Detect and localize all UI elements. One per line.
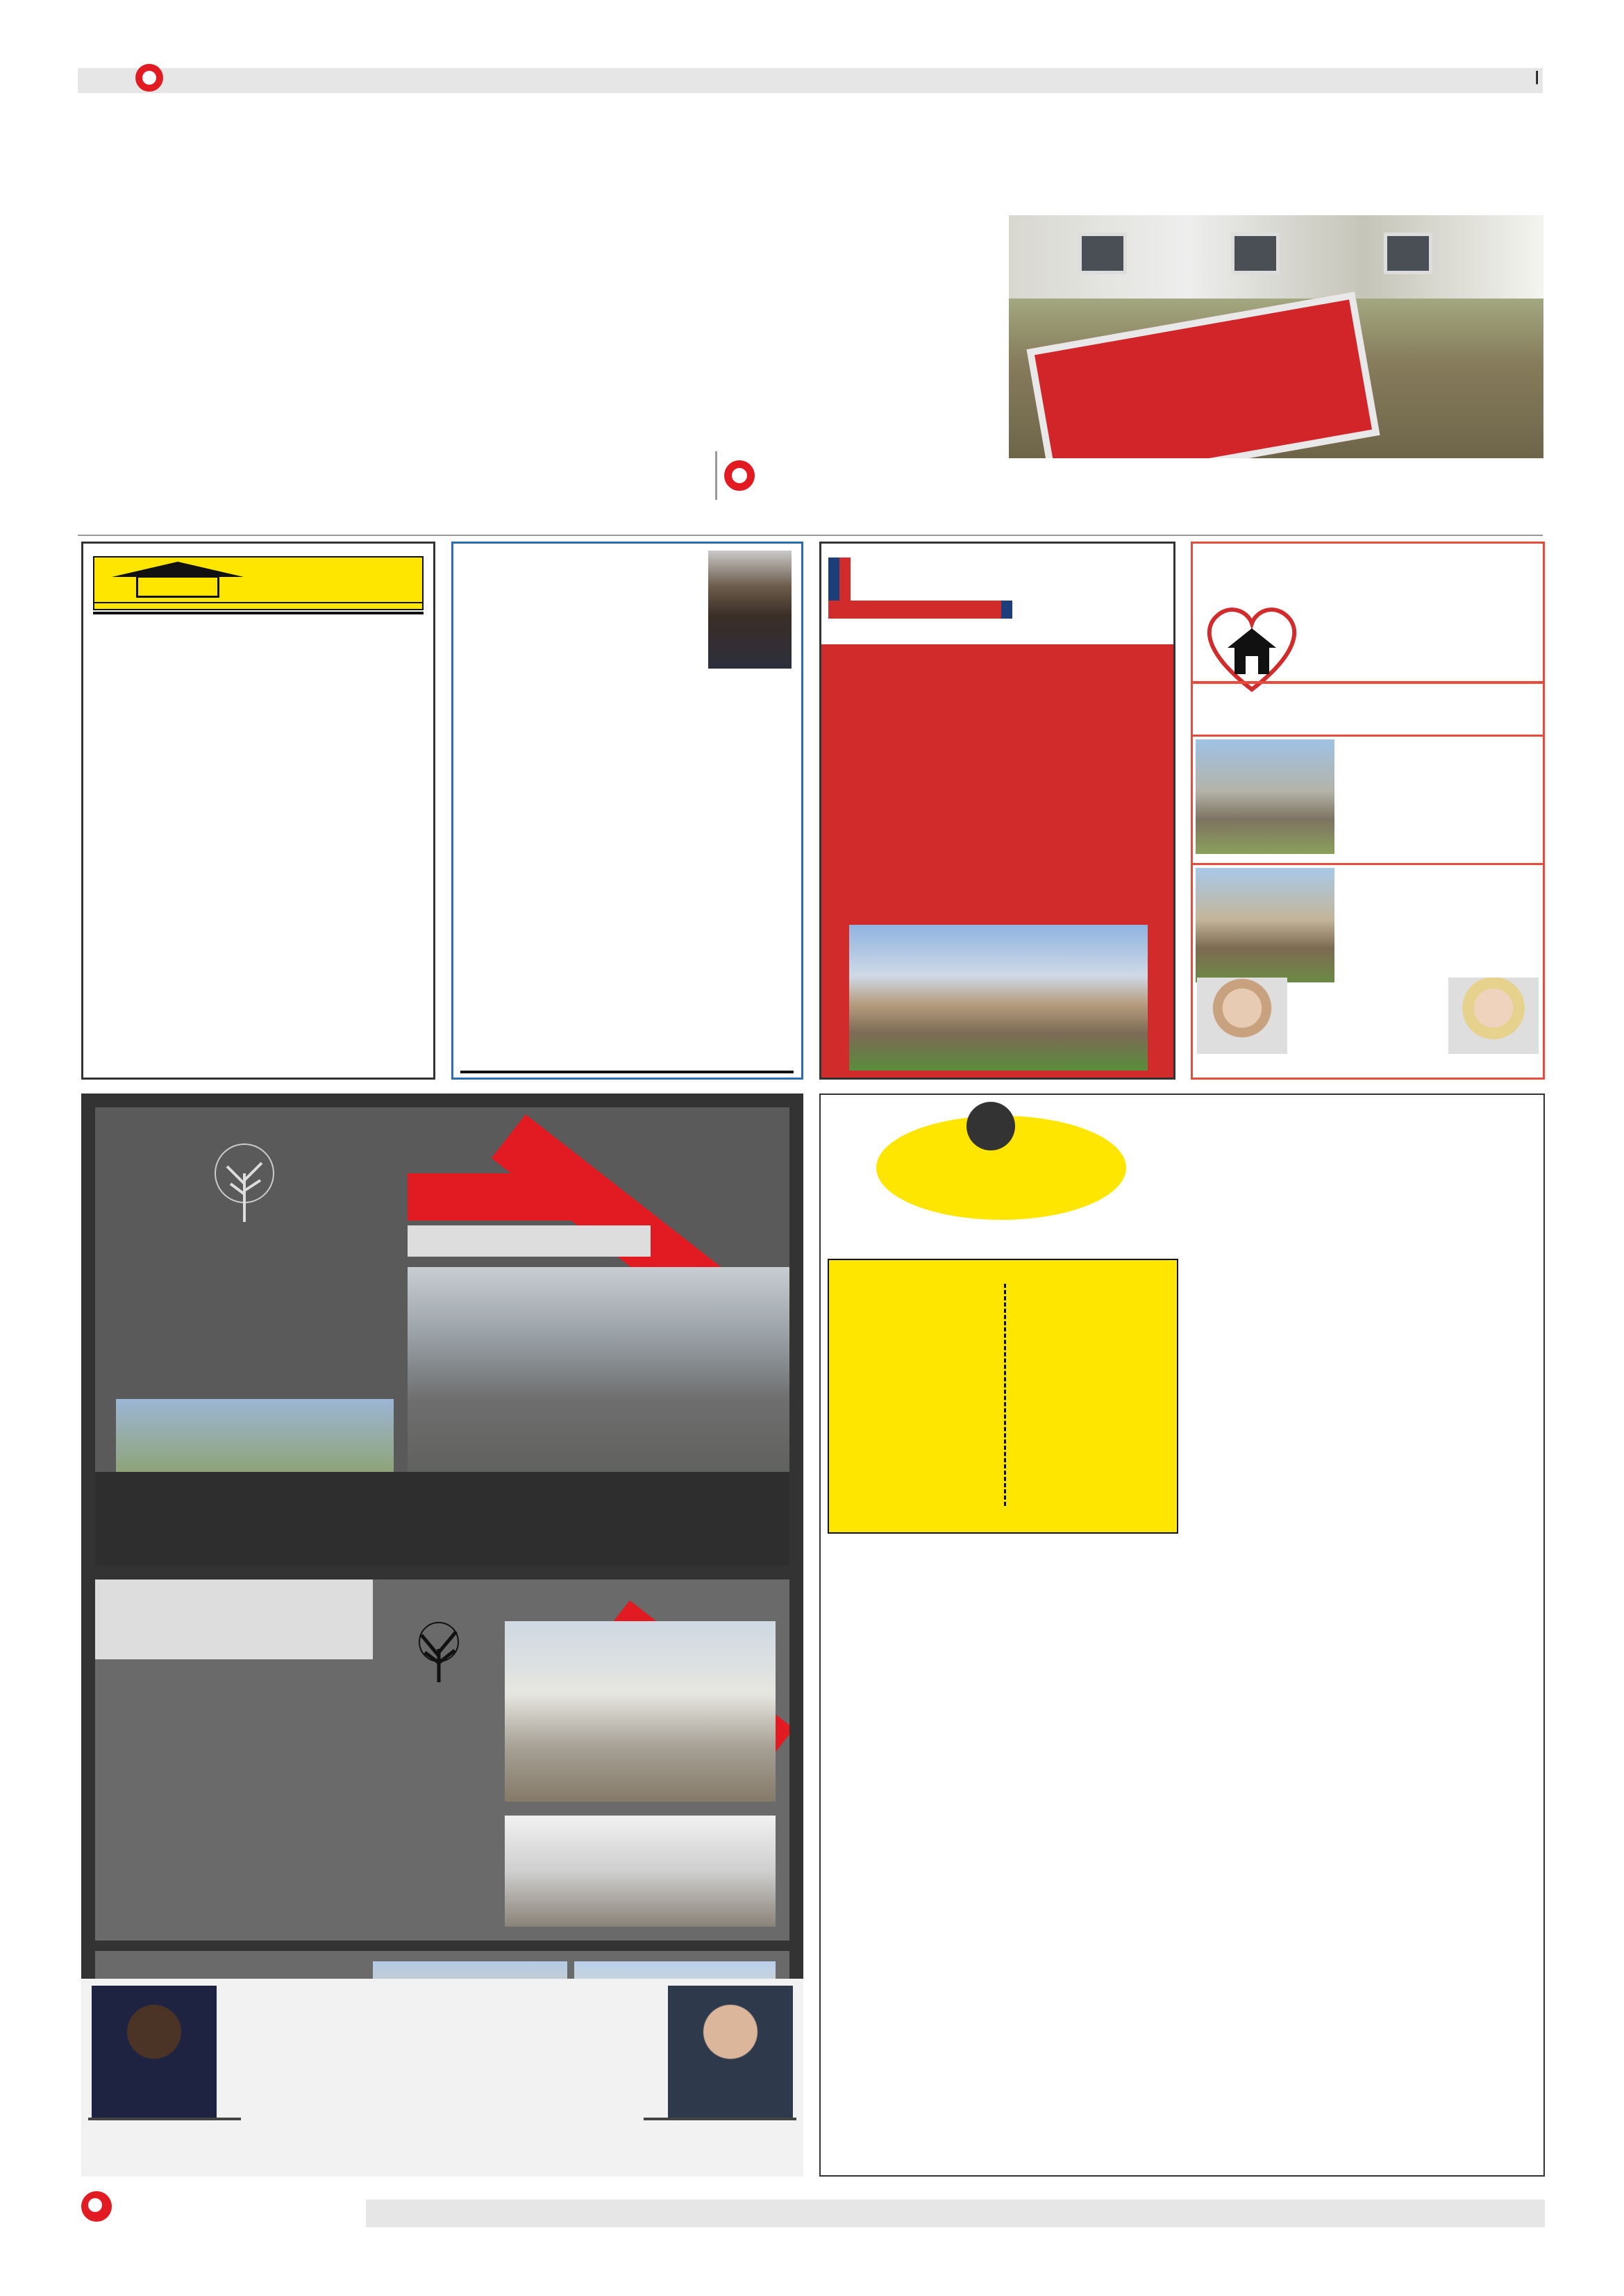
goeast-ad xyxy=(819,1093,1545,2177)
rentals-panel xyxy=(828,1259,1178,1534)
footer-brand-logo xyxy=(81,2191,117,2222)
brand-logo xyxy=(135,64,169,92)
yrent-ad xyxy=(451,542,803,1080)
selection-park-photo xyxy=(1196,739,1334,854)
footer-bar xyxy=(366,2199,1545,2227)
jbp-ad xyxy=(81,542,435,1080)
location-pin-icon xyxy=(724,460,755,491)
yrent-slogan xyxy=(460,1071,794,1073)
house-photo xyxy=(849,925,1148,1071)
location-pin-icon xyxy=(81,2191,112,2222)
parkview-photo xyxy=(116,1399,394,1482)
agent-john-photo xyxy=(92,1986,217,2118)
maple-interior-photo xyxy=(505,1816,776,1927)
p4a-ad xyxy=(1191,542,1545,1080)
agent-gerrie-photo xyxy=(668,1986,793,2118)
goeast-logo xyxy=(876,1102,1154,1248)
divider xyxy=(78,535,1543,536)
agent-photo xyxy=(708,551,792,669)
jbp-logo xyxy=(94,559,247,601)
realnet-ad xyxy=(819,542,1175,1080)
agent-monique-photo xyxy=(1448,978,1539,1054)
agent-alta-photo xyxy=(1197,978,1287,1054)
realnet-logo xyxy=(828,558,1012,619)
header-bar xyxy=(78,68,1543,93)
location-pin-icon xyxy=(135,64,163,92)
maple-grove-photo xyxy=(505,1621,776,1802)
for-sale-photo xyxy=(1009,215,1543,458)
sold-badge xyxy=(408,1173,581,1221)
for-sale-sign xyxy=(1026,292,1380,458)
epi-footer xyxy=(81,1979,803,2177)
header-meta: | xyxy=(1531,69,1543,85)
geduld-photo xyxy=(1196,868,1334,982)
tree-icon xyxy=(206,1142,283,1225)
article-provider-logo xyxy=(708,451,762,505)
parkview-render xyxy=(408,1267,789,1489)
